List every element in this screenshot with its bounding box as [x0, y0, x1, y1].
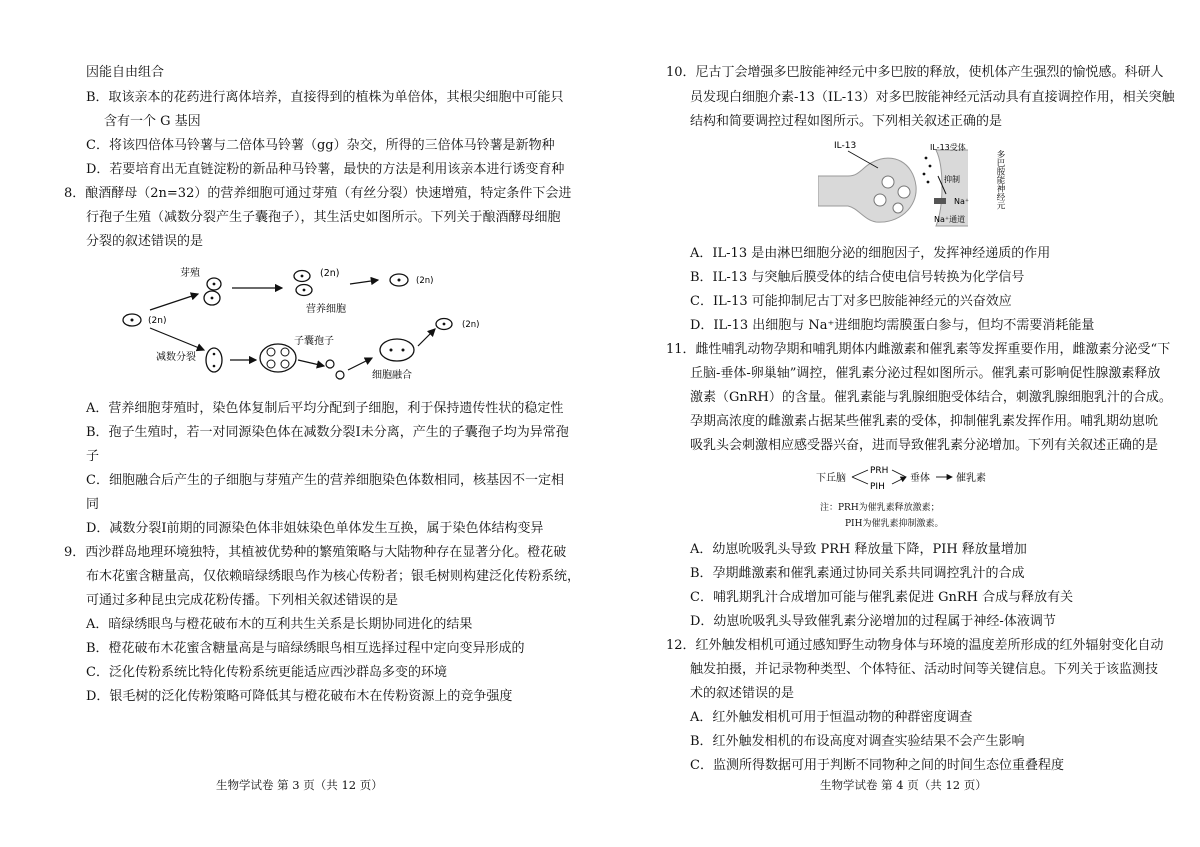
q8-stem-2: 行孢子生殖（减数分裂产生子囊孢子），其生活史如图所示。下列关于酿酒酵母细胞 — [86, 210, 561, 225]
prolactin-pathway-diagram — [814, 462, 1014, 492]
il13-label: IL-13 — [834, 141, 857, 151]
q12-option-a: A．红外触发相机可用于恒温动物的种群密度调查 — [690, 710, 973, 725]
q10-stem-1: 10．尼古丁会增强多巴胺能神经元中多巴胺的释放，使机体产生强烈的愉悦感。科研人 — [666, 65, 1164, 80]
q12-option-b: B．红外触发相机的布设高度对调查实验结果不会产生影响 — [690, 734, 1025, 749]
initial-ploidy-label: (2n) — [148, 316, 167, 326]
na-ion-label: Na⁺ — [954, 197, 970, 206]
page-footer-right: 生物学试卷 第 4 页（共 12 页） — [820, 778, 987, 792]
q11-option-a: A．幼崽吮吸乳头导致 PRH 释放量下降，PIH 释放量增加 — [690, 542, 1027, 557]
q12-stem-1: 12．红外触发相机可通过感知野生动物身体与环境的温度差所形成的红外辐射变化自动 — [666, 638, 1164, 653]
q11-stem-2: 丘脑-垂体-卵巢轴”调控，催乳素分泌过程如图所示。催乳素可影响促性腺激素释放 — [690, 366, 1161, 381]
right-page — [600, 0, 1200, 847]
q12-stem-2: 触发拍摄，并记录物种类型、个体特征、活动时间等关键信息。下列关于该监测技 — [690, 662, 1159, 677]
ascus — [260, 344, 296, 372]
q9-stem-2: 布木花蜜含糖量高，仅依赖暗绿绣眼鸟作为核心传粉者；银毛树则构建泛化传粉系统， — [86, 569, 581, 584]
pituitary-label: 垂体 — [910, 473, 930, 484]
q10-option-b: B．IL-13 与突触后膜受体的结合使电信号转换为化学信号 — [690, 270, 1025, 285]
q12-option-c: C．监测所得数据可用于判断不同物种之间的时间生态位重叠程度 — [690, 758, 1064, 773]
pih-label: PIH — [870, 482, 885, 492]
q9-stem-3: 可通过多种昆虫完成花粉传播。下列相关叙述错误的是 — [86, 593, 399, 608]
q10-option-d: D．IL-13 出细胞与 Na⁺进细胞均需膜蛋白参与，但均不需要消耗能量 — [690, 318, 1095, 333]
q8-option-c-cont: 同 — [86, 497, 100, 512]
q11-stem-3: 激素（GnRH）的含量。催乳素能与乳腺细胞受体结合，刺激乳腺细胞乳汁的合成。 — [690, 390, 1172, 405]
q8-option-b: B．孢子生殖时，若一对同源染色体在减数分裂Ⅰ未分离，产生的子囊孢子均为异常孢 — [86, 425, 569, 440]
q9-stem-1: 9．西沙群岛地理环境独特，其植被优势种的繁殖策略与大陆物种存在显著分化。橙花破 — [64, 545, 567, 560]
inhibit-label: 抑制 — [944, 175, 960, 184]
vegetative-ploidy-label: (2n) — [320, 268, 340, 279]
q7-option-b: B．取该亲本的花药进行离体培养，直接得到的植株为单倍体，其根尖细胞中可能只 — [86, 90, 564, 105]
q9-option-c: C．泛化传粉系统比特化传粉系统更能适应西沙群岛多变的环境 — [86, 665, 447, 680]
hypothalamus-label: 下丘脑 — [816, 473, 846, 484]
budding-label: 芽殖 — [180, 268, 200, 279]
prh-label: PRH — [870, 466, 889, 476]
q9-option-d: D．银毛树的泛化传粉策略可降低其与橙花破布木在传粉资源上的竞争强度 — [86, 689, 513, 704]
prolactin-label: 催乳素 — [956, 473, 986, 484]
il13-receptor-label: IL-13受体 — [930, 143, 966, 152]
fused-cell — [380, 339, 414, 361]
q11-stem-1: 11．雌性哺乳动物孕期和哺乳期体内雌激素和催乳素等发挥重要作用，雌激素分泌受“下 — [666, 342, 1171, 357]
q11-note-1: 注：PRH为催乳素释放激素； — [820, 503, 940, 513]
q7-option-c: C．将该四倍体马铃薯与二倍体马铃薯（gg）杂交，所得的三倍体马铃薯是新物种 — [86, 138, 555, 153]
q8-stem-1: 8．酿酒酵母（2n=32）的营养细胞可通过芽殖（有丝分裂）快速增殖，特定条件下会进 — [64, 186, 572, 201]
q8-option-d: D．减数分裂Ⅰ前期的同源染色体非姐妹染色单体发生互换，属于染色体结构变异 — [86, 521, 544, 536]
q8-option-a: A．营养细胞芽殖时，染色体复制后平均分配到子细胞，利于保持遗传性状的稳定性 — [86, 401, 564, 416]
q12-stem-3: 术的叙述错误的是 — [690, 686, 795, 701]
ascospore-label: 子囊孢子 — [294, 336, 334, 347]
q11-stem-4: 孕期高浓度的雌激素占据某些催乳素的受体，抑制催乳素发挥作用。哺乳期幼崽吮 — [690, 414, 1159, 429]
na-channel-label: Na⁺通道 — [934, 215, 966, 224]
end-ploidy-label: (2n) — [416, 276, 434, 286]
neuron-label: 多巴胺能神经元 — [995, 150, 1005, 210]
q11-note-2: PIH为催乳素抑制激素。 — [845, 519, 944, 529]
q10-option-a: A．IL-13 是由淋巴细胞分泌的细胞因子，发挥神经递质的作用 — [690, 246, 1051, 261]
q7-line0: 因能自由组合 — [86, 65, 165, 80]
q11-option-d: D．幼崽吮吸乳头导致催乳素分泌增加的过程属于神经-体液调节 — [690, 614, 1056, 629]
q11-stem-5: 吸乳头会刺激相应感受器兴奋，进而导致催乳素分泌增加。下列有关叙述正确的是 — [690, 438, 1159, 453]
q10-stem-3: 结构和简要调控过程如图所示。下列相关叙述正确的是 — [690, 114, 1003, 129]
synapse-figure — [818, 136, 1014, 236]
q7-option-d: D．若要培育出无直链淀粉的新品种马铃薯，最快的方法是利用该亲本进行诱变育种 — [86, 162, 565, 177]
fusion-ploidy-label: (2n) — [462, 320, 480, 330]
q10-option-c: C．IL-13 可能抑制尼古丁对多巴胺能神经元的兴奋效应 — [690, 294, 1012, 309]
vegetative-cell-label: 营养细胞 — [306, 304, 346, 315]
q11-option-c: C．哺乳期乳汁合成增加可能与催乳素促进 GnRH 合成与释放有关 — [690, 590, 1074, 605]
q8-option-b-cont: 子 — [86, 449, 100, 464]
q9-option-a: A．暗绿绣眼鸟与橙花破布木的互利共生关系是长期协同进化的结果 — [86, 617, 473, 632]
cell-fusion-label: 细胞融合 — [372, 370, 412, 381]
q8-option-c: C．细胞融合后产生的子细胞与芽殖产生的营养细胞染色体数相同，核基因不一定相 — [86, 473, 564, 488]
meiosis-label: 减数分裂 — [156, 352, 196, 363]
yeast-life-cycle-figure — [110, 262, 490, 392]
q10-stem-2: 员发现白细胞介素-13（IL-13）对多巴胺能神经元活动具有直接调控作用，相关突触 — [690, 90, 1175, 105]
page-footer-left: 生物学试卷 第 3 页（共 12 页） — [216, 778, 383, 792]
q9-option-b: B．橙花破布木花蜜含糖量高是与暗绿绣眼鸟相互选择过程中定向变异形成的 — [86, 641, 525, 656]
q8-stem-3: 分裂的叙述错误的是 — [86, 234, 204, 249]
q7-option-b-cont: 含有一个 G 基因 — [104, 114, 201, 129]
q11-option-b: B．孕期雌激素和催乳素通过协同关系共同调控乳汁的合成 — [690, 566, 1025, 581]
